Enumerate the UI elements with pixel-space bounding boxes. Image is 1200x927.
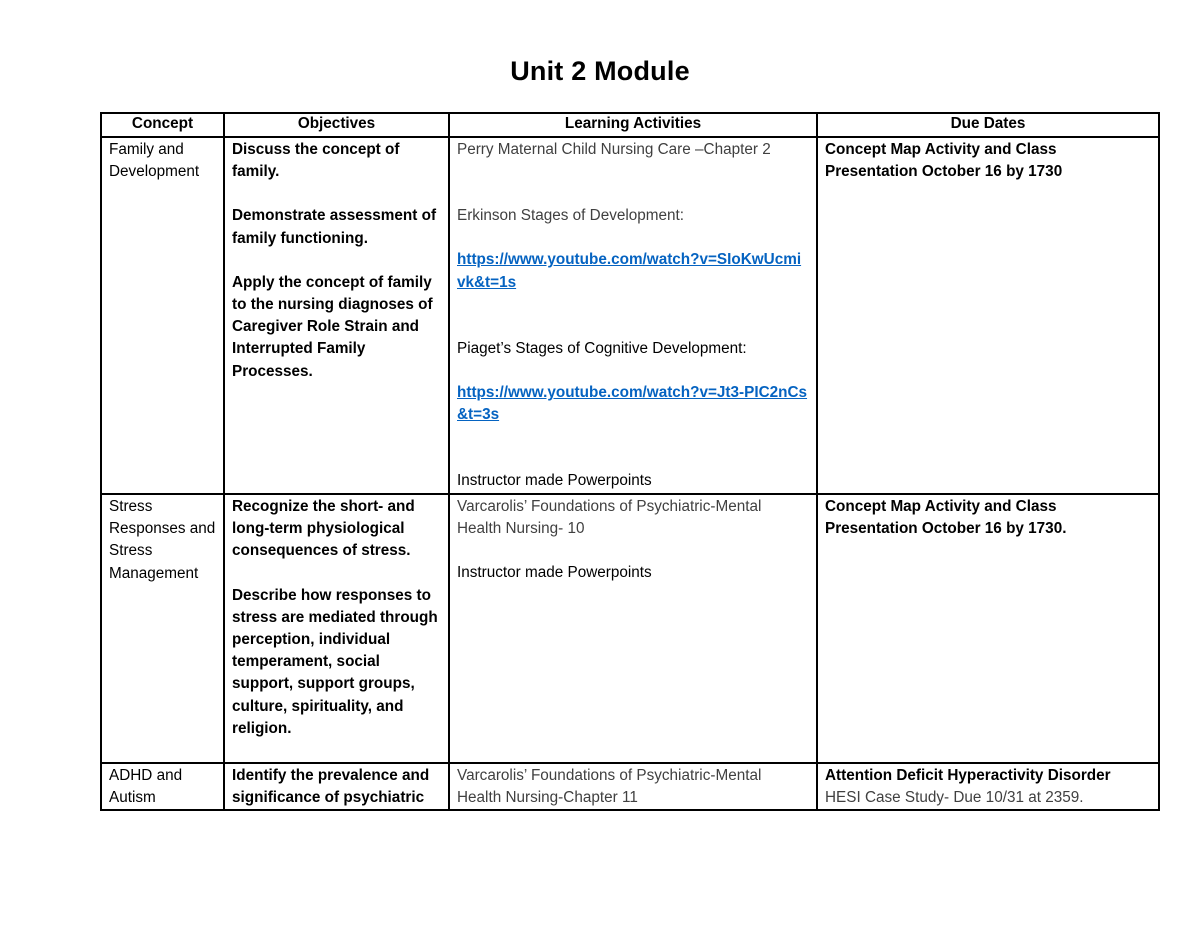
concept-cell: Family and Development bbox=[101, 137, 224, 494]
activity-text: Piaget’s Stages of Cognitive Development: bbox=[457, 339, 747, 357]
header-learning-activities: Learning Activities bbox=[449, 113, 817, 137]
objective-text: Recognize the short- and long-term physiological consequences of stress. bbox=[232, 498, 415, 560]
concept-cell: Stress Responses and Stress Management bbox=[101, 494, 224, 763]
table-header-row bbox=[101, 113, 1159, 137]
table-row bbox=[101, 494, 1159, 763]
activity-text: Instructor made Powerpoints bbox=[457, 564, 652, 582]
activities-cell bbox=[449, 763, 817, 810]
table-row bbox=[101, 763, 1159, 810]
header-due-dates: Due Dates bbox=[817, 113, 1159, 137]
objectives-cell bbox=[224, 763, 449, 810]
activity-text: Varcarolis’ Foundations of Psychiatric-Mental Health Nursing- 10 bbox=[457, 498, 762, 538]
activity-text: Erkinson Stages of Development: bbox=[457, 207, 685, 225]
objectives-cell bbox=[224, 137, 449, 494]
activities-cell bbox=[449, 137, 817, 494]
activity-text: Instructor made Powerpoints bbox=[457, 472, 652, 490]
due-date-title: Attention Deficit Hyperactivity Disorder bbox=[825, 767, 1111, 784]
activity-text: Perry Maternal Child Nursing Care –Chapter 2 bbox=[457, 141, 771, 158]
objective-text: Discuss the concept of family. bbox=[232, 141, 400, 181]
objective-text: Describe how responses to stress are mediated through perception, individual temperament, social support, support groups, culture, spirituality, and religion. bbox=[232, 586, 438, 737]
table-row bbox=[101, 137, 1159, 494]
header-objectives: Objectives bbox=[224, 113, 449, 137]
objectives-cell bbox=[224, 494, 449, 763]
activities-cell bbox=[449, 494, 817, 763]
objective-text: Apply the concept of family to the nursing diagnoses of Caregiver Role Strain and Interrupted Family Processes. bbox=[232, 273, 433, 380]
due-date-cell: Concept Map Activity and Class Presentation October 16 by 1730. bbox=[817, 494, 1159, 763]
header-concept: Concept bbox=[101, 113, 224, 137]
youtube-link[interactable]: https://www.youtube.com/watch?v=Jt3-PIC2nCs&t=3s bbox=[457, 384, 808, 424]
module-table bbox=[100, 112, 1160, 811]
youtube-link[interactable]: https://www.youtube.com/watch?v=SIoKwUcmivk&t=1s bbox=[457, 251, 802, 291]
objective-text: Demonstrate assessment of family functioning. bbox=[232, 207, 437, 247]
objective-text: Identify the prevalence and significance of psychiatric bbox=[232, 767, 430, 807]
due-date-text: HESI Case Study- Due 10/31 at 2359. bbox=[825, 789, 1084, 807]
activity-text: Varcarolis’ Foundations of Psychiatric-Mental Health Nursing-Chapter 11 bbox=[457, 767, 762, 807]
page-title: Unit 2 Module bbox=[510, 56, 690, 86]
due-date-cell bbox=[817, 763, 1159, 810]
concept-cell: ADHD and Autism bbox=[101, 763, 224, 810]
due-date-cell: Concept Map Activity and Class Presentation October 16 by 1730 bbox=[817, 137, 1159, 494]
